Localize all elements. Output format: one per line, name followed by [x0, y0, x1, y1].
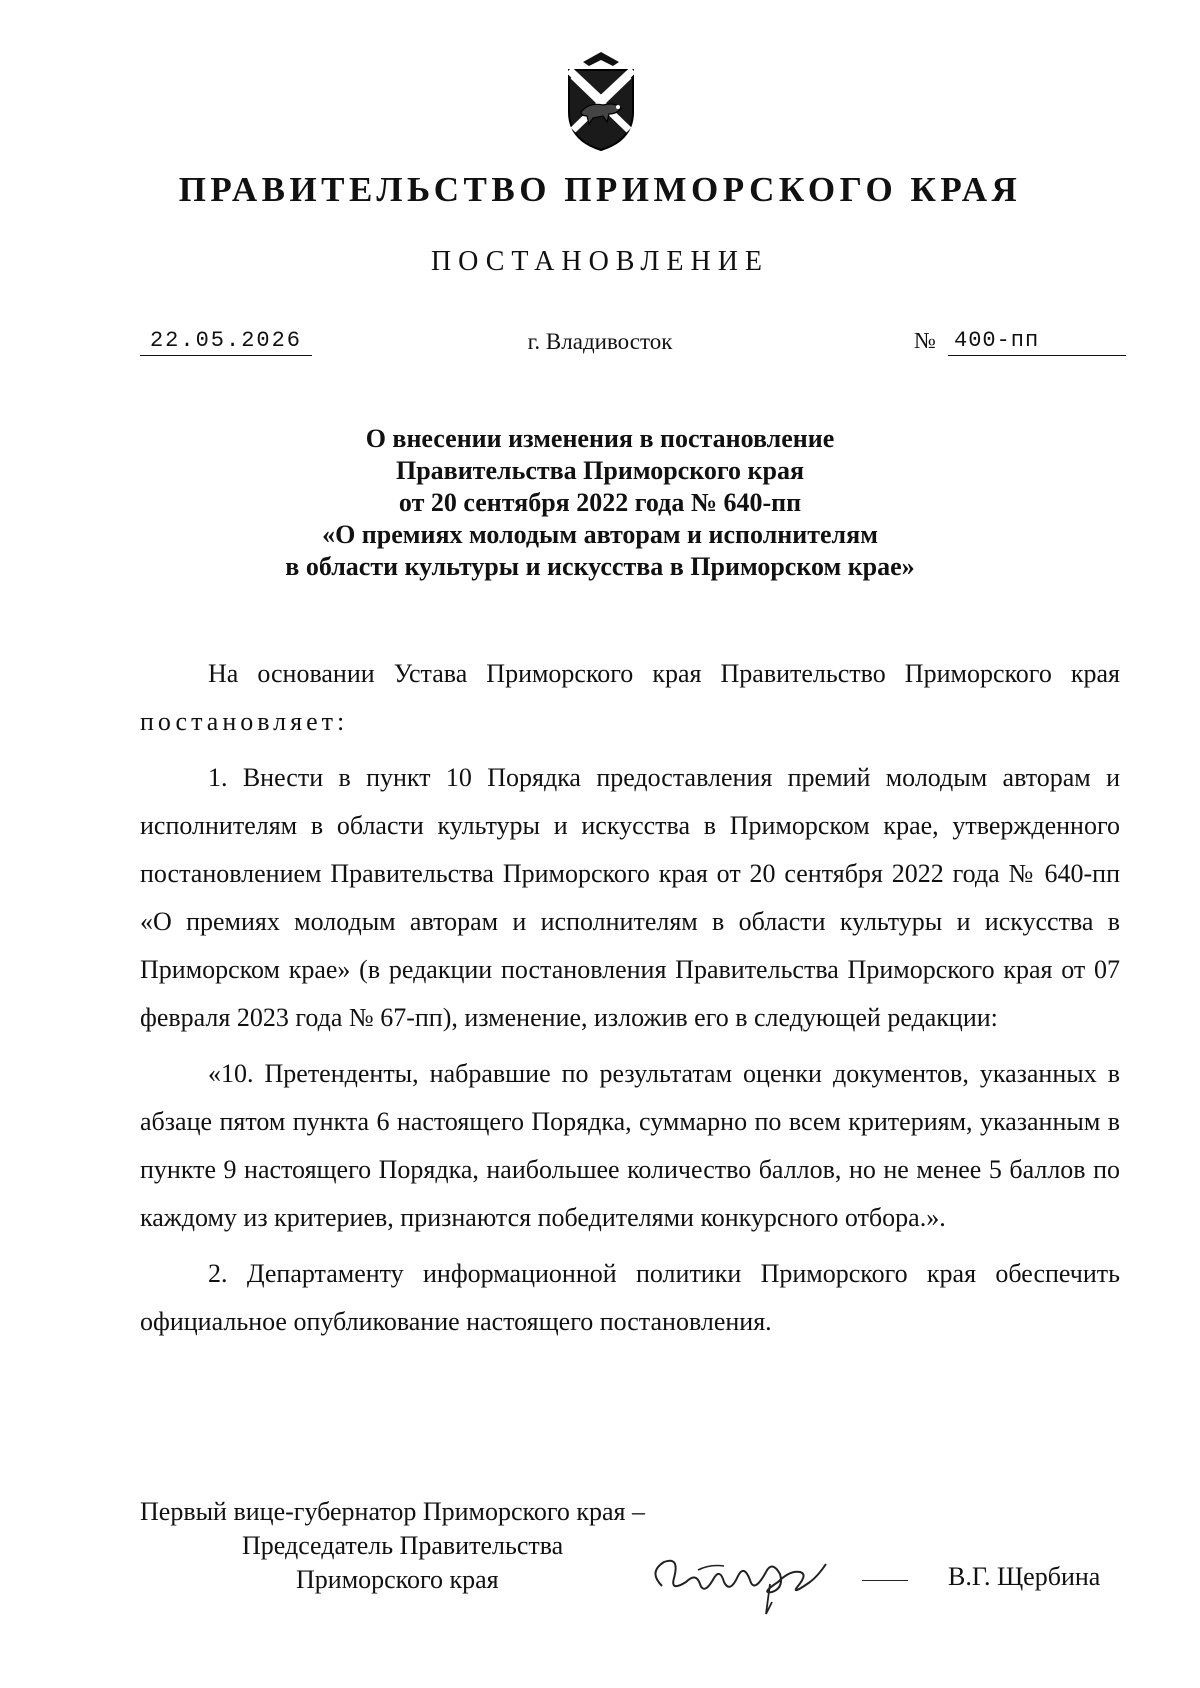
document-number: 400-пп	[948, 328, 1126, 356]
document-type: ПОСТАНОВЛЕНИЕ	[430, 246, 770, 277]
signature-dash	[862, 1580, 908, 1581]
item-2-paragraph: 2. Департаменту информационной политики Приморского края обеспечить официальное опубликование настоящего постановления.	[140, 1259, 1120, 1336]
resolves-word: постановляет:	[140, 707, 349, 736]
item-10-paragraph: «10. Претенденты, набравшие по результатам оценки документов, указанных в абзаце пятом пункта 6 настоящего Порядка, суммарно по всем критериям, указанным в пункте 9 настоящего Порядка, наибольшее количество баллов, но не менее 5 баллов по каждому из критериев, признаются победителями конкурсного отбора.».	[140, 1059, 1120, 1232]
handwritten-signature	[640, 1542, 860, 1622]
title-line: от 20 сентября 2022 года № 640-пп	[398, 488, 802, 517]
title-line: О внесении изменения в постановление	[365, 424, 835, 453]
document-date: 22.05.2026	[140, 328, 312, 356]
title-line: Правительства Приморского края	[395, 456, 805, 485]
preamble-text: На основании Устава Приморского края Правительство Приморского края	[208, 659, 1120, 688]
document-body	[140, 650, 1120, 1346]
document-title	[0, 423, 1200, 583]
position-line: Председатель Правительства	[242, 1531, 564, 1560]
title-line: в области культуры и искусства в Приморском крае»	[285, 552, 915, 581]
signatory-name: В.Г. Щербина	[948, 1562, 1101, 1591]
position-line: Приморского края	[296, 1565, 499, 1594]
government-name: ПРАВИТЕЛЬСТВО ПРИМОРСКОГО КРАЯ	[178, 170, 1022, 209]
signatory-position	[140, 1495, 645, 1597]
coat-of-arms-icon	[563, 50, 639, 154]
title-line: «О премиях молодым авторам и исполнителям	[322, 520, 878, 549]
document-number-label: №	[914, 328, 936, 353]
position-line: Первый вице-губернатор Приморского края –	[140, 1497, 645, 1526]
item-1-paragraph: 1. Внести в пункт 10 Порядка предоставления премий молодым авторам и исполнителям в области культуры и искусства в Приморском крае, утвержденного постановлением Правительства Приморского края от 20 сентября 2022 года № 640-пп «О премиях молодым авторам и исполнителям в области культуры и искусства в Приморском крае» (в редакции постановления Правительства Приморского края от 07 февраля 2023 года № 67-пп), изменение, изложив его в следующей редакции:	[140, 763, 1120, 1032]
preamble-paragraph	[140, 650, 1120, 746]
document-city: г. Владивосток	[527, 329, 673, 354]
